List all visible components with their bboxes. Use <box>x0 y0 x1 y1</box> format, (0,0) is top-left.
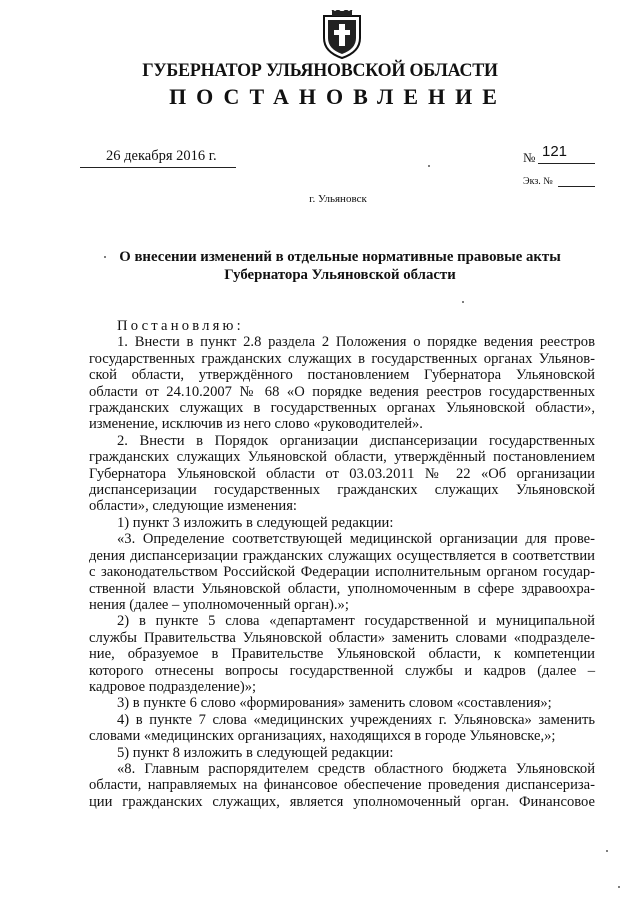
scan-speck <box>618 886 620 888</box>
title-line-2: Губернатора Ульяновской области <box>224 267 456 283</box>
body-line: изменение, исключив из него слово «руководителей». <box>89 416 423 433</box>
body-line: области», следующие изменения: <box>89 498 297 515</box>
body-line: «3. Определение соответствующей медицинской организации для прове- <box>117 531 595 548</box>
scan-speck <box>606 850 608 852</box>
body-line: «8. Главным распорядителем средств областного бюджета Ульяновской <box>117 760 595 777</box>
scan-speck <box>104 256 106 258</box>
body-line: 1) пункт 3 изложить в следующей редакции: <box>117 514 394 531</box>
document-date: 26 декабря 2016 г. <box>106 148 217 164</box>
coat-of-arms-emblem <box>320 10 364 60</box>
document-number: 121 <box>542 143 568 160</box>
body-line: с законодательством Российской Федерации исполнительным органом государ- <box>89 564 595 581</box>
body-line: ственной власти Ульяновской области, уполномоченным в сфере здравоохра- <box>89 580 595 597</box>
body-line: ции гражданских служащих, является уполномоченный орган. Финансовое <box>89 793 595 810</box>
body-line: 5) пункт 8 изложить в следующей редакции: <box>117 744 394 761</box>
number-underline <box>538 163 595 164</box>
copy-number-label: Экз. № <box>523 176 553 187</box>
body-line: кадровое подразделение)»; <box>89 678 257 695</box>
document-title <box>90 248 590 284</box>
body-line: диспансеризации государственных гражданских служащих Ульяновской <box>89 482 595 499</box>
number-label: № <box>523 150 536 165</box>
title-line-1: О внесении изменений в отдельные нормативные правовые акты <box>119 249 561 265</box>
body-line: области, направляемых на финансовое обеспечение проведения диспансериза- <box>89 777 595 794</box>
body-line: 2. Внести в Порядок организации диспансеризации государственных <box>117 432 595 449</box>
body-line: словами «медицинских организациях, находящихся в городе Ульяновске,»; <box>89 728 556 745</box>
body-line: 3) в пункте 6 слово «формирования» заменить словом «составления»; <box>117 695 552 712</box>
body-line: области от 24.10.2007 № 68 «О порядке ведения реестров государственных <box>89 383 595 400</box>
body-line: Губернатора Ульяновской области от 03.03.2011 № 22 «Об организации <box>89 465 595 482</box>
document-type-heading: ПОСТАНОВЛЕНИЕ <box>169 84 507 109</box>
body-line: службы Правительства Ульяновской области» заменить словами «подразделе- <box>89 629 595 646</box>
body-line: ние, образуемое в Правительстве Ульяновской области, к компетенции <box>89 646 595 663</box>
body-line: 4) в пункте 7 слова «медицинских учреждениях г. Ульяновска» заменить <box>117 711 595 728</box>
issuer-heading: ГУБЕРНАТОР УЛЬЯНОВСКОЙ ОБЛАСТИ <box>142 61 498 81</box>
date-underline <box>80 167 236 168</box>
scan-speck <box>428 165 430 167</box>
body-line: дения диспансеризации гражданских служащих осуществляется в соответствии <box>89 547 595 564</box>
body-line: 2) в пункте 5 слова «департамент государственной и муниципальной <box>117 613 595 630</box>
body-line: которого отнесены вопросы государственной службы и кадров (далее – <box>89 662 595 679</box>
copy-number-underline <box>558 186 595 187</box>
body-line: нения (далее – уполномоченный орган).»; <box>89 596 349 613</box>
document-body <box>89 318 595 810</box>
body-line: государственных гражданских служащих в государственных органах Ульянов- <box>89 350 595 367</box>
body-line: гражданских служащих Ульяновской области, утверждённый постановлением <box>89 449 595 466</box>
scan-speck <box>462 301 464 303</box>
body-line: гражданских служащих в государственных органах Ульяновской области», <box>89 400 595 417</box>
body-line: ской области, утверждённого постановлением Губернатора Ульяновской <box>89 367 595 384</box>
body-line: Постановляю: <box>117 318 244 334</box>
city-line: г. Ульяновск <box>309 193 367 205</box>
body-line: 1. Внести в пункт 2.8 раздела 2 Положения о порядке ведения реестров <box>117 334 595 351</box>
